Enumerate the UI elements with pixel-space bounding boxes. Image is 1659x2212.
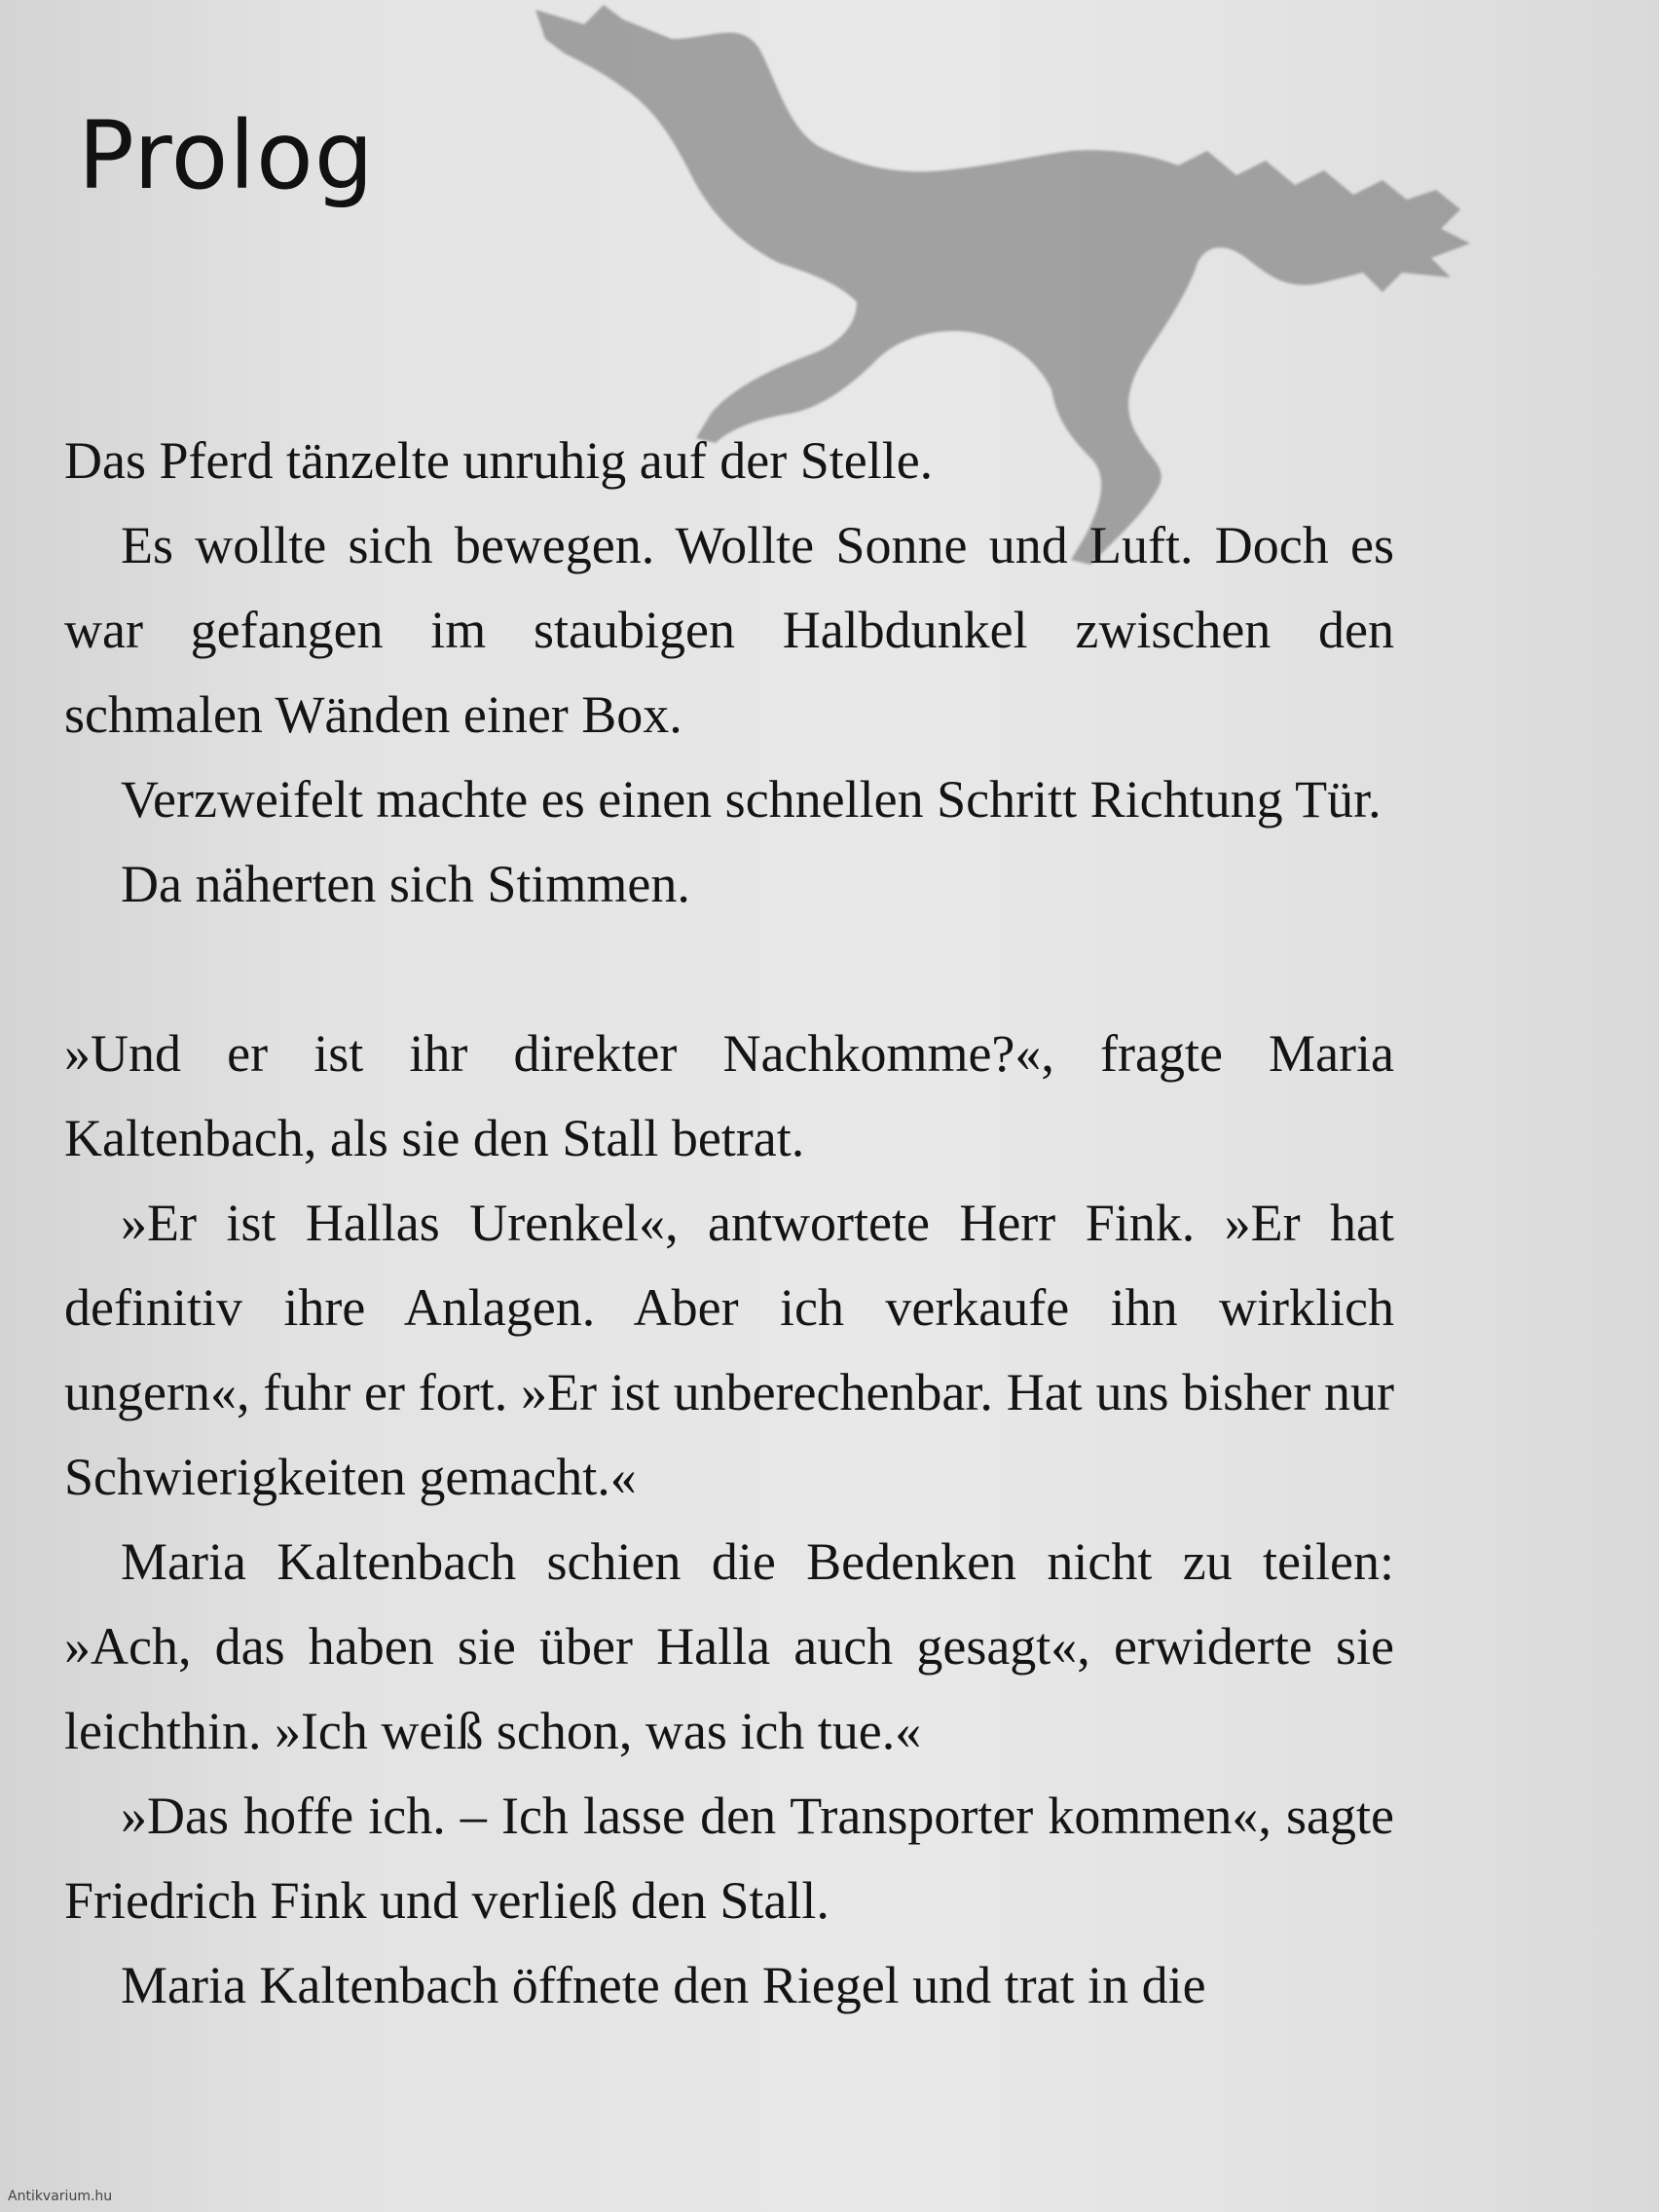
paragraph: Verzweifelt machte es einen schnellen Schritt Richtung Tür. — [121, 770, 1382, 829]
paragraph: »Und er ist ihr direkter Nachkomme?«, fragte Maria Kaltenbach, als sie den Stall betrat. — [64, 1024, 1394, 1167]
section-break — [64, 927, 1394, 1012]
paragraph: »Das hoffe ich. – Ich lasse den Transporter kommen«, sagte Friedrich Fink und verließ den Stall. — [64, 1787, 1394, 1930]
watermark: Antikvarium.hu — [8, 2189, 113, 2204]
paragraph: »Er ist Hallas Urenkel«, antwortete Herr Fink. »Er hat definitiv ihre Anlagen. Aber ich verkaufe ihn wirklich ungern«, fuhr er fort. »Er ist unberechenbar. Hat uns bisher nur Schwierigkeiten gemacht.« — [64, 1194, 1394, 1506]
paragraph: Maria Kaltenbach öffnete den Riegel und trat in die — [121, 1956, 1206, 2014]
chapter-body — [64, 419, 1394, 2028]
paragraph: Es wollte sich bewegen. Wollte Sonne und Luft. Doch es war gefangen im staubigen Halbdunkel zwischen den schmalen Wänden einer Box. — [64, 516, 1394, 744]
paragraph: Da näherten sich Stimmen. — [121, 855, 690, 913]
paragraph: Das Pferd tänzelte unruhig auf der Stelle. — [64, 431, 934, 490]
paragraph: Maria Kaltenbach schien die Bedenken nicht zu teilen: »Ach, das haben sie über Halla auch gesagt«, erwiderte sie leichthin. »Ich weiß schon, was ich tue.« — [64, 1532, 1394, 1760]
chapter-title: Prolog — [78, 101, 375, 211]
